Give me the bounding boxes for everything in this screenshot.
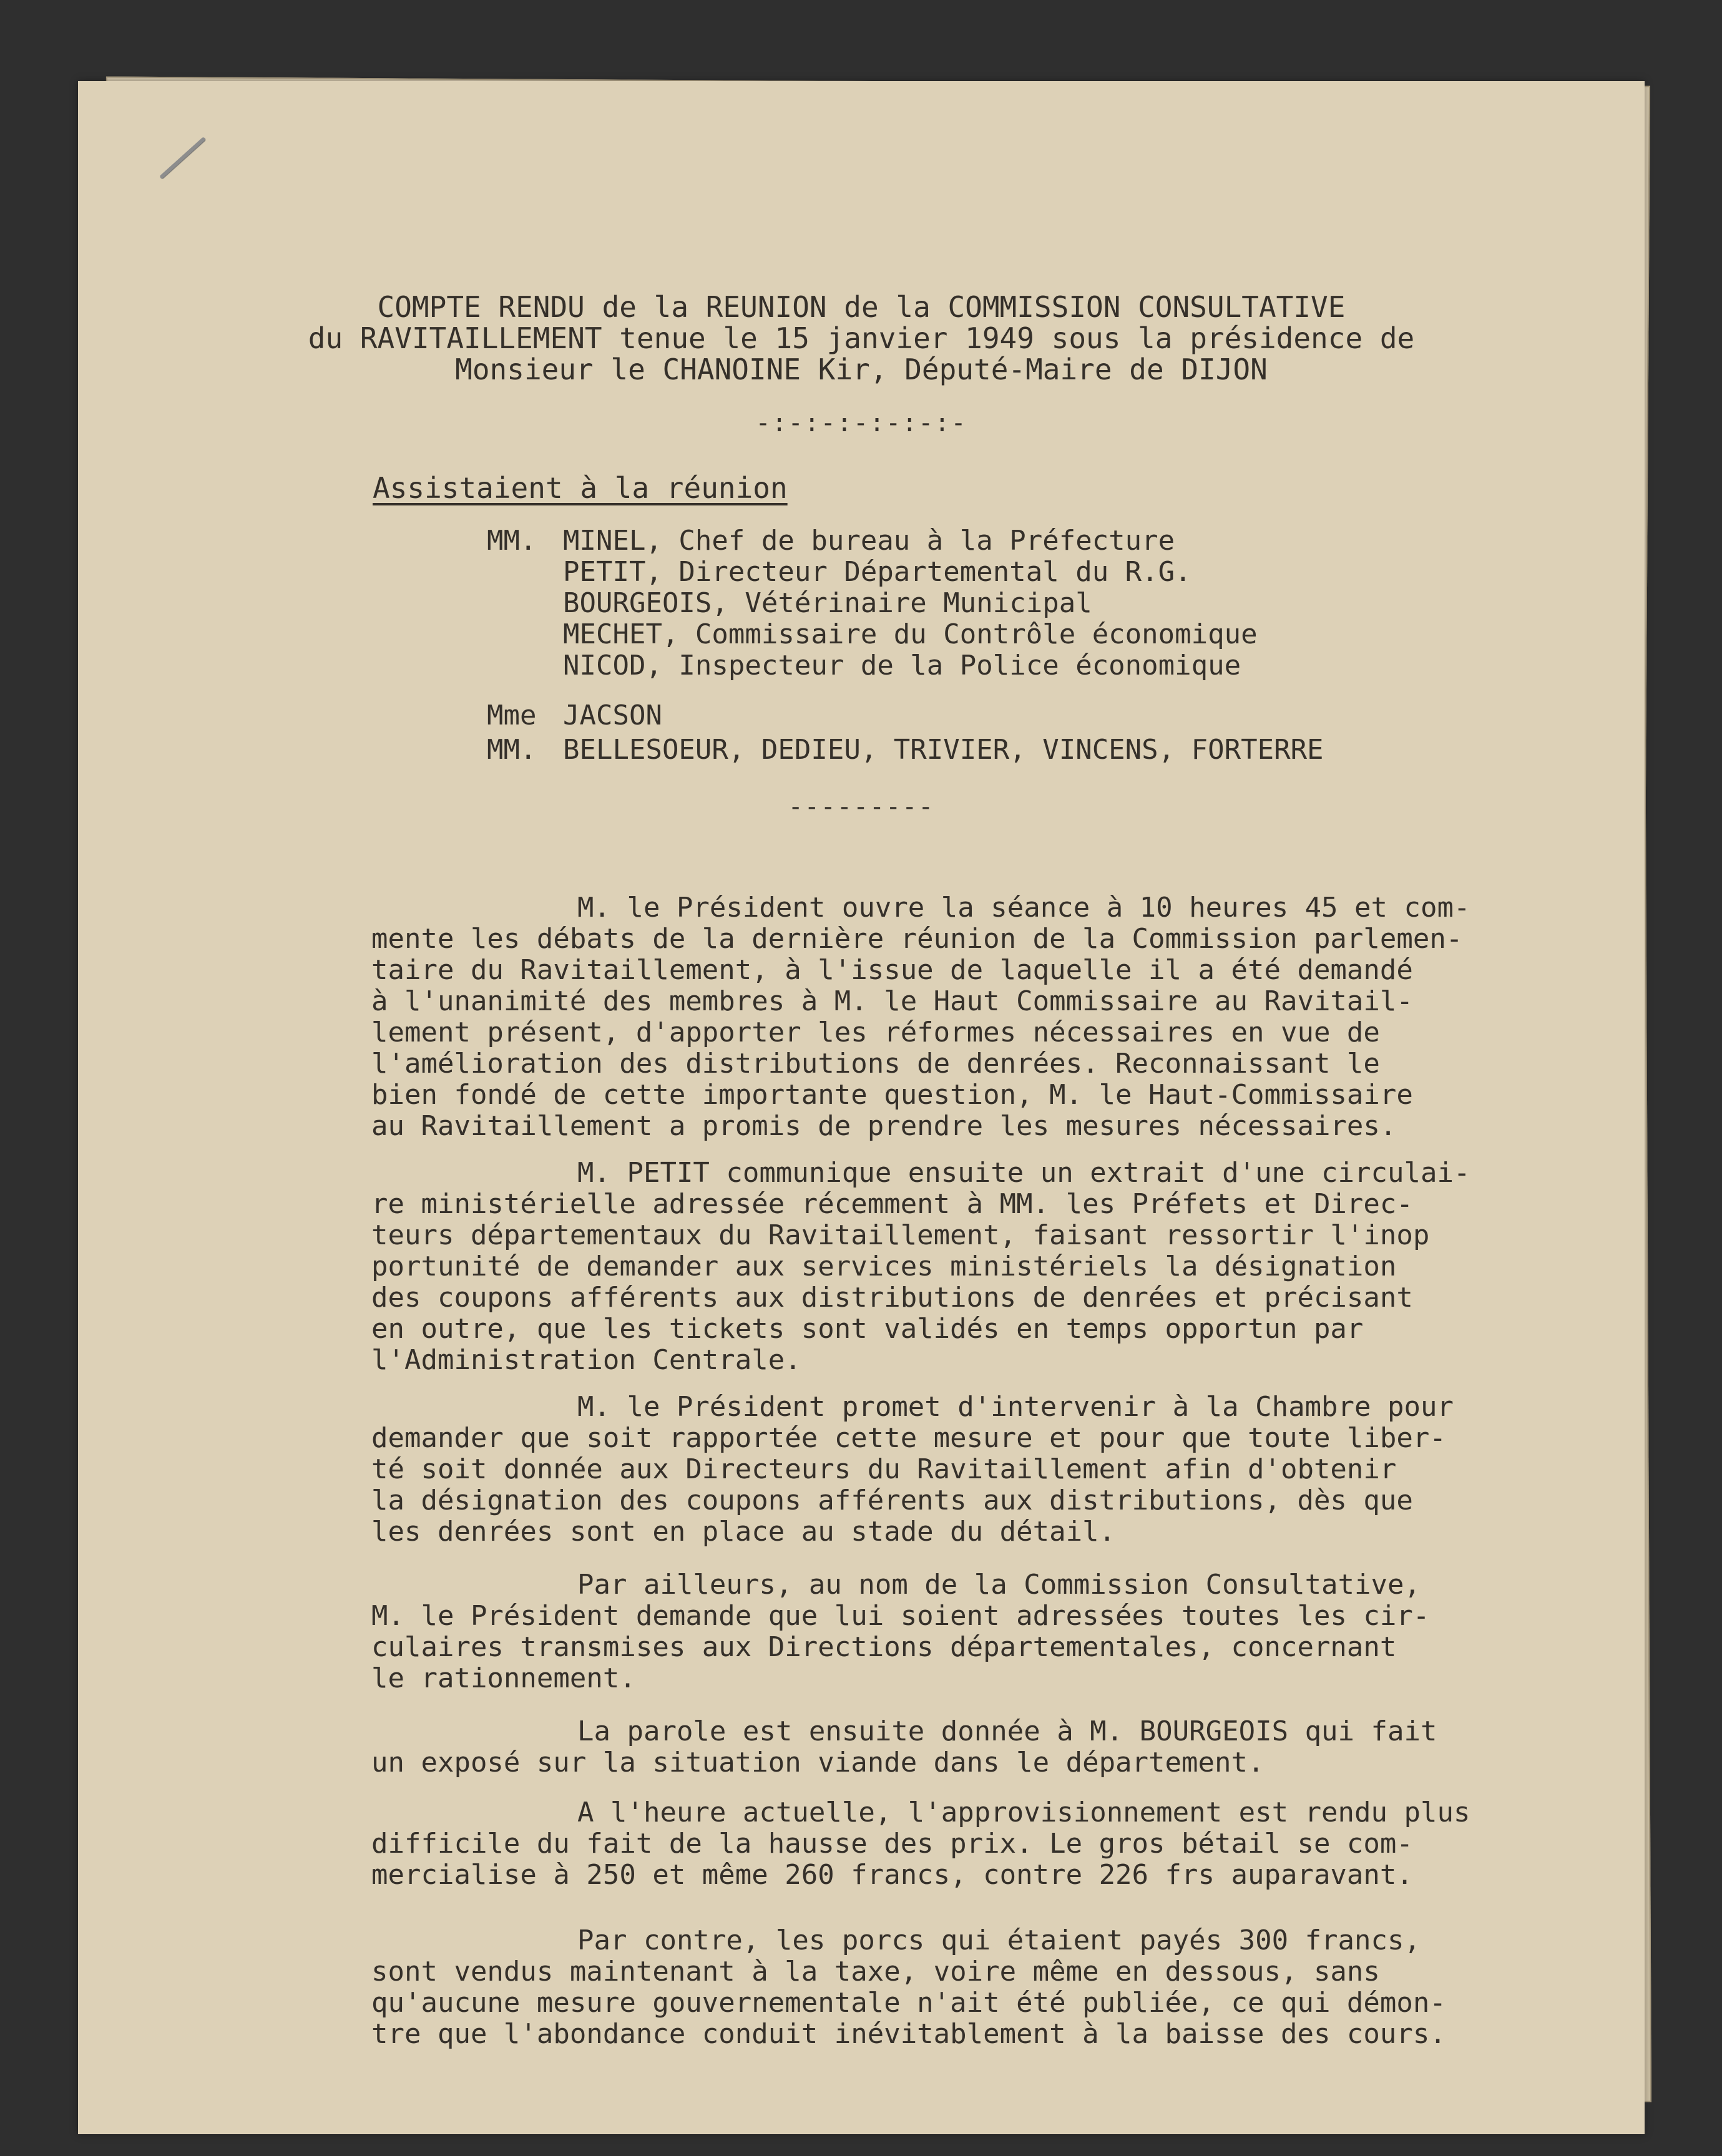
paragraph-3-line: té soit donnée aux Directeurs du Ravitaillement afin d'obtenir <box>371 1453 1397 1485</box>
paragraph-1-line: l'amélioration des distributions de denrées. Reconnaissant le <box>371 1048 1380 1080</box>
separator-bottom: --------- <box>788 793 935 821</box>
paragraph-5-line: un exposé sur la situation viande dans le département. <box>371 1747 1265 1778</box>
paragraph-2-line: des coupons afférents aux distributions de denrées et précisant <box>371 1282 1413 1314</box>
attendee-line <box>487 700 662 731</box>
attendee-text: PETIT, Directeur Départemental du R.G. <box>563 556 1191 588</box>
attendee-prefix: MM. <box>487 734 537 766</box>
attendee-line <box>487 619 1258 650</box>
paragraph-1-line: bien fondé de cette importante question, M. le Haut-Commissaire <box>371 1079 1413 1111</box>
paragraph-3-line: demander que soit rapportée cette mesure et pour que toute liber- <box>371 1422 1446 1454</box>
attendee-line <box>487 588 1092 619</box>
paragraph-7-line: Par contre, les porcs qui étaient payés 300 francs, <box>577 1924 1421 1956</box>
paragraph-2-line: portunité de demander aux services ministériels la désignation <box>371 1251 1397 1282</box>
paragraph-4-line: Par ailleurs, au nom de la Commission Consultative, <box>577 1569 1421 1601</box>
paragraph-2-line: re ministérielle adressée récemment à MM. les Préfets et Direc- <box>371 1188 1413 1220</box>
paragraph-2-line: M. PETIT communique ensuite un extrait d'une circulai- <box>577 1157 1470 1189</box>
paragraph-5-line: La parole est ensuite donnée à M. BOURGEOIS qui fait <box>577 1715 1437 1747</box>
attendee-text: MECHET, Commissaire du Contrôle économique <box>563 618 1258 650</box>
paragraph-1-line: à l'unanimité des membres à M. le Haut Commissaire au Ravitail- <box>371 985 1413 1017</box>
heading-line-1: COMPTE RENDU de la REUNION de la COMMISSION CONSULTATIVE <box>377 290 1346 324</box>
paragraph-1-line: lement présent, d'apporter les réformes nécessaires en vue de <box>371 1017 1380 1048</box>
document-page <box>78 81 1645 2134</box>
paragraph-2-line: l'Administration Centrale. <box>371 1344 801 1376</box>
paragraph-3-line: M. le Président promet d'intervenir à la Chambre pour <box>577 1391 1454 1423</box>
attendees-title: Assistaient à la réunion <box>373 471 788 505</box>
heading-line-2: du RAVITAILLEMENT tenue le 15 janvier 1949 sous la présidence de <box>308 321 1415 355</box>
paragraph-7-line: sont vendus maintenant à la taxe, voire même en dessous, sans <box>371 1956 1380 1988</box>
paragraph-7-line: qu'aucune mesure gouvernementale n'ait été publiée, ce qui démon- <box>371 1987 1446 2019</box>
paragraph-4-line: culaires transmises aux Directions départementales, concernant <box>371 1631 1397 1663</box>
paragraph-2-line: teurs départementaux du Ravitaillement, faisant ressortir l'inop <box>371 1219 1430 1251</box>
paragraph-1-line: mente les débats de la dernière réunion de la Commission parlemen- <box>371 923 1463 955</box>
attendee-line <box>487 650 1241 681</box>
paragraph-1-line: M. le Président ouvre la séance à 10 heures 45 et com- <box>577 892 1470 924</box>
attendee-line <box>487 557 1191 588</box>
attendee-text: BOURGEOIS, Vétérinaire Municipal <box>563 587 1092 619</box>
attendee-text: MINEL, Chef de bureau à la Préfecture <box>563 525 1175 557</box>
paragraph-1-line: taire du Ravitaillement, à l'issue de laquelle il a été demandé <box>371 954 1413 986</box>
attendee-text: BELLESOEUR, DEDIEU, TRIVIER, VINCENS, FORTERRE <box>563 734 1324 766</box>
separator-top: -:-:-:-:-:-:- <box>755 409 967 437</box>
paragraph-2-line: en outre, que les tickets sont validés en temps opportun par <box>371 1313 1364 1345</box>
attendee-prefix: Mme <box>487 700 537 731</box>
attendee-prefix: MM. <box>487 525 537 557</box>
attendee-text: NICOD, Inspecteur de la Police économique <box>563 650 1241 681</box>
staple-mark <box>159 137 206 179</box>
paragraph-1-line: au Ravitaillement a promis de prendre les mesures nécessaires. <box>371 1110 1397 1142</box>
paragraph-4-line: le rationnement. <box>371 1662 636 1694</box>
paragraph-4-line: M. le Président demande que lui soient adressées toutes les cir- <box>371 1600 1430 1632</box>
attendee-text: JACSON <box>563 700 662 731</box>
paragraph-3-line: la désignation des coupons afférents aux distributions, dès que <box>371 1485 1413 1516</box>
paragraph-6-line: difficile du fait de la hausse des prix. Le gros bétail se com- <box>371 1828 1413 1860</box>
paragraph-7-line: tre que l'abondance conduit inévitablement à la baisse des cours. <box>371 2018 1446 2050</box>
paragraph-6-line: mercialise à 250 et même 260 francs, contre 226 frs auparavant. <box>371 1859 1413 1891</box>
heading-line-3: Monsieur le CHANOINE Kir, Député-Maire de DIJON <box>455 353 1268 386</box>
paragraph-6-line: A l'heure actuelle, l'approvisionnement est rendu plus <box>577 1797 1470 1828</box>
paragraph-3-line: les denrées sont en place au stade du détail. <box>371 1516 1116 1548</box>
attendee-line <box>487 525 1175 557</box>
attendee-line <box>487 734 1324 766</box>
